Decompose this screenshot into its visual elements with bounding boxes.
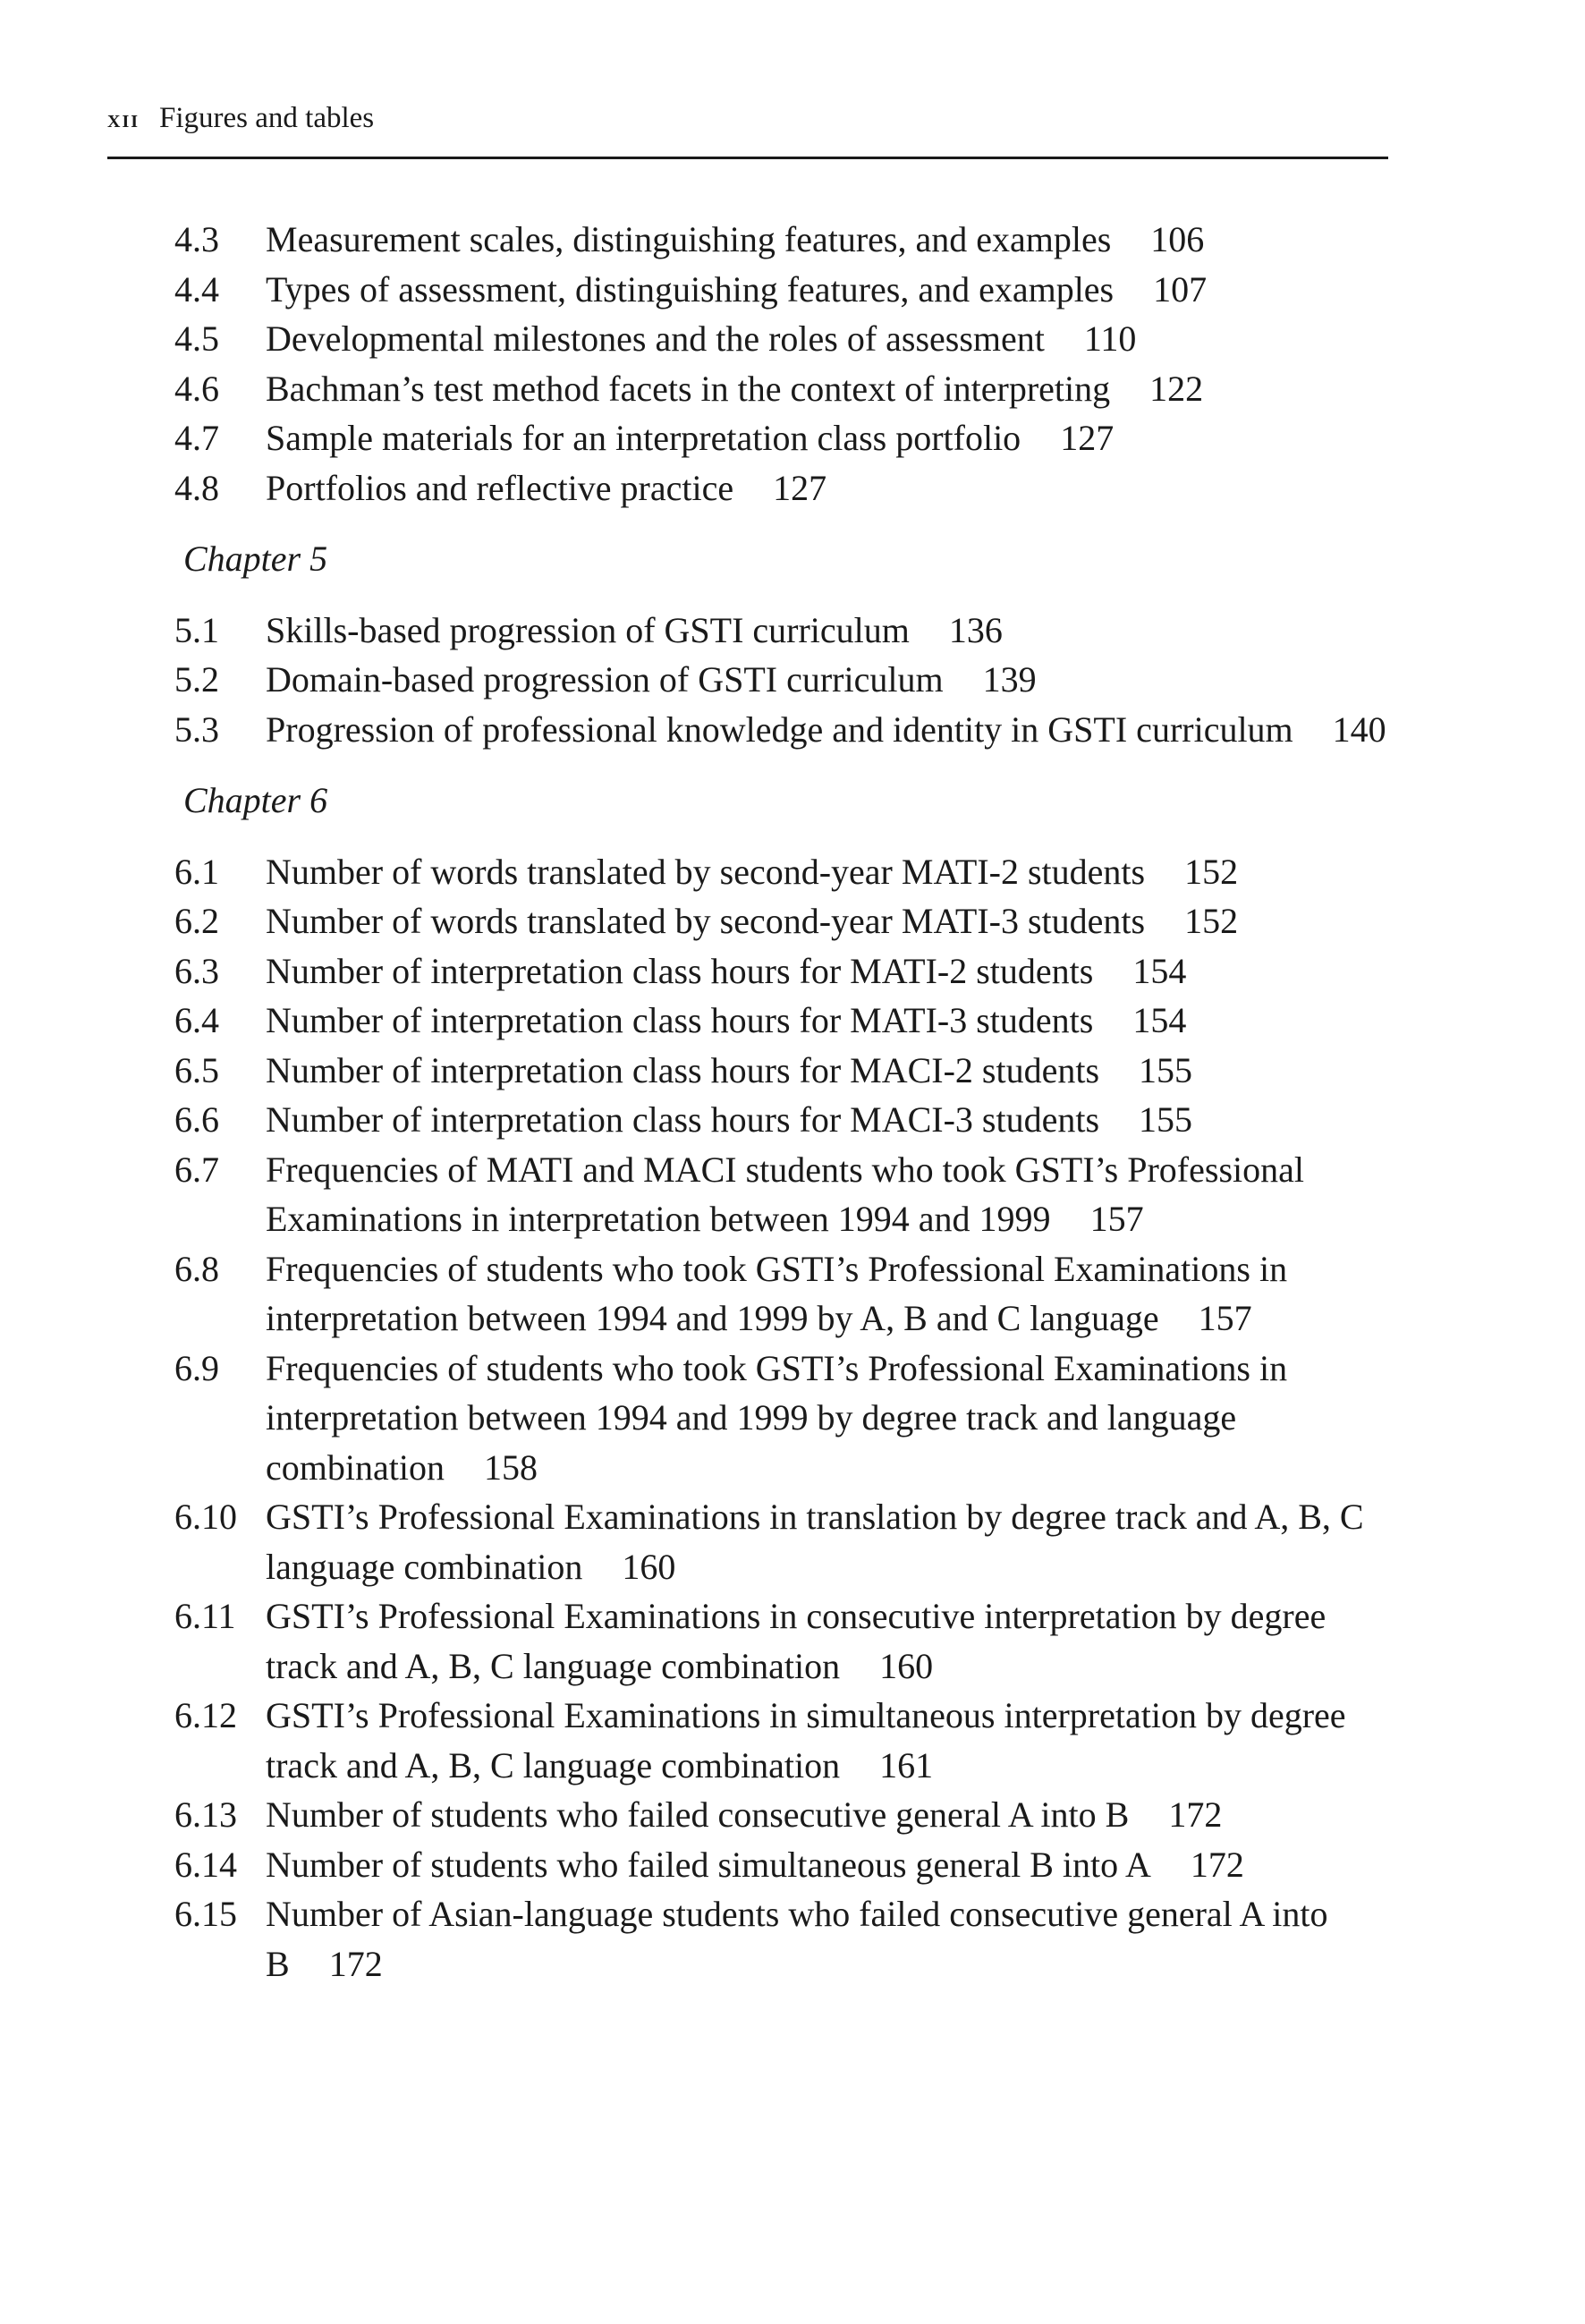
- entry-number: 4.4: [174, 268, 219, 310]
- entry-number: 6.9: [174, 1347, 219, 1388]
- entry-page-number: 122: [1149, 368, 1204, 409]
- entry-title-block: [266, 1691, 1400, 1790]
- entry-title-block: [266, 606, 1400, 656]
- toc-entry: [174, 364, 1400, 414]
- entry-number: 6.3: [174, 950, 219, 991]
- entry-title: Developmental milestones and the roles of assessment: [266, 318, 1045, 359]
- entry-title: GSTI’s Professional Examinations in consecutive interpretation by degree track and A, B, C language combination: [266, 1596, 1326, 1686]
- entry-number: 6.1: [174, 851, 219, 892]
- entry-number: 4.3: [174, 219, 219, 259]
- entry-page-number: 127: [773, 467, 827, 508]
- entry-title-block: [266, 1591, 1400, 1691]
- toc-entry: [174, 847, 1400, 897]
- entry-number: 6.4: [174, 1000, 219, 1040]
- entry-title: Frequencies of students who took GSTI’s Professional Examinations in interpretation between 1994 and 1999 by degree track and language combination: [266, 1347, 1288, 1488]
- entry-title: Number of words translated by second-year MATI-3 students: [266, 901, 1146, 941]
- table-of-figures: [174, 215, 1400, 1989]
- entry-page-number: 161: [879, 1744, 934, 1785]
- entry-page-number: 172: [328, 1943, 383, 1984]
- entry-title-block: [266, 1889, 1400, 1989]
- entry-page-number: 172: [1168, 1794, 1223, 1835]
- toc-entry: [174, 1591, 1400, 1691]
- entry-page-number: 140: [1332, 708, 1386, 750]
- entry-number: 5.2: [174, 659, 219, 700]
- entry-number: 4.7: [174, 418, 219, 458]
- toc-entry: [174, 896, 1400, 946]
- entry-number: 6.5: [174, 1049, 219, 1090]
- entry-title-block: [266, 1244, 1400, 1344]
- entry-title-block: [266, 1344, 1400, 1493]
- toc-entry: [174, 1095, 1400, 1145]
- entry-title: Frequencies of students who took GSTI’s Professional Examinations in interpretation between 1994 and 1999 by A, B and C language: [266, 1248, 1288, 1338]
- entry-title: GSTI’s Professional Examinations in translation by degree track and A, B, C language combination: [266, 1497, 1364, 1587]
- entry-page-number: 160: [879, 1645, 934, 1686]
- entry-title: Portfolios and reflective practice: [266, 467, 734, 508]
- entry-title: Measurement scales, distinguishing features, and examples: [266, 219, 1112, 259]
- entry-title: Progression of professional knowledge and identity in GSTI curriculum: [266, 708, 1293, 750]
- entry-page-number: 110: [1083, 318, 1137, 359]
- entry-title-block: [266, 1790, 1400, 1840]
- entry-page-number: 172: [1190, 1844, 1244, 1885]
- entry-page-number: 154: [1132, 950, 1187, 991]
- entry-page-number: 127: [1060, 418, 1115, 458]
- chapter5-list: [174, 606, 1400, 755]
- chapter6-list: [174, 847, 1400, 1989]
- header-title: Figures and tables: [159, 102, 375, 134]
- entry-title-block: [266, 314, 1400, 364]
- entry-number: 6.6: [174, 1099, 219, 1140]
- entry-title-block: [266, 1145, 1400, 1244]
- entry-title: Number of words translated by second-year MATI-2 students: [266, 851, 1146, 892]
- entry-number: 6.8: [174, 1248, 219, 1289]
- entry-title-block: [266, 1046, 1400, 1096]
- entry-title-block: [266, 896, 1400, 946]
- page-folio: xii: [107, 106, 140, 133]
- toc-entry: [174, 1344, 1400, 1493]
- entry-title: Bachman’s test method facets in the context of interpreting: [266, 368, 1111, 409]
- entry-page-number: 154: [1132, 1000, 1187, 1040]
- chapter4-continued-list: [174, 215, 1400, 513]
- entry-title: Number of interpretation class hours for MATI-2 students: [266, 950, 1094, 991]
- entry-title: Number of interpretation class hours for MACI-3 students: [266, 1099, 1100, 1140]
- entry-title-block: [266, 215, 1400, 265]
- entry-number: 6.15: [174, 1894, 237, 1934]
- entry-number: 5.1: [174, 609, 219, 650]
- toc-entry: [174, 413, 1400, 463]
- entry-page-number: 155: [1139, 1049, 1193, 1090]
- entry-title: Domain-based progression of GSTI curriculum: [266, 659, 944, 700]
- entry-title-block: [266, 1492, 1400, 1591]
- entry-title-block: [266, 996, 1400, 1046]
- entry-page-number: 160: [622, 1546, 676, 1587]
- entry-page-number: 152: [1184, 901, 1239, 941]
- entry-number: 4.8: [174, 467, 219, 508]
- entry-page-number: 139: [982, 659, 1037, 700]
- chapter6-heading: Chapter 6: [183, 780, 328, 820]
- entry-title-block: [266, 463, 1400, 513]
- entry-number: 4.6: [174, 368, 219, 409]
- entry-title: Number of interpretation class hours for MATI-3 students: [266, 1000, 1094, 1040]
- entry-title: Sample materials for an interpretation class portfolio: [266, 418, 1021, 458]
- entry-number: 6.7: [174, 1149, 219, 1190]
- toc-entry: [174, 655, 1400, 705]
- toc-entry: [174, 946, 1400, 997]
- toc-entry: [174, 606, 1400, 656]
- entry-number: 5.3: [174, 708, 219, 750]
- toc-entry: [174, 1840, 1400, 1890]
- entry-page-number: 136: [948, 609, 1003, 650]
- entry-title: Number of interpretation class hours for MACI-2 students: [266, 1049, 1100, 1090]
- entry-title-block: [266, 847, 1400, 897]
- entry-title: Types of assessment, distinguishing features, and examples: [266, 268, 1115, 310]
- entry-title: Number of students who failed simultaneous general B into A: [266, 1844, 1151, 1885]
- entry-title-block: [266, 655, 1400, 705]
- toc-entry: [174, 996, 1400, 1046]
- toc-entry: [174, 1145, 1400, 1244]
- entry-number: 6.11: [174, 1596, 236, 1636]
- entry-number: 6.12: [174, 1695, 237, 1735]
- entry-title: Skills-based progression of GSTI curriculum: [266, 609, 910, 650]
- toc-entry: [174, 1492, 1400, 1591]
- entry-page-number: 157: [1198, 1298, 1252, 1338]
- entry-title-block: [266, 946, 1400, 997]
- entry-page-number: 106: [1150, 219, 1205, 259]
- entry-number: 6.13: [174, 1794, 237, 1835]
- toc-entry: [174, 314, 1400, 364]
- entry-title-block: [266, 705, 1400, 755]
- toc-entry: [174, 705, 1400, 755]
- entry-page-number: 158: [483, 1446, 538, 1488]
- toc-entry: [174, 1790, 1400, 1840]
- entry-title-block: [266, 364, 1400, 414]
- entry-title-block: [266, 413, 1400, 463]
- chapter5-heading: Chapter 5: [183, 539, 328, 579]
- entry-page-number: 152: [1184, 851, 1239, 892]
- header-rule: [107, 157, 1388, 159]
- entry-title: Number of Asian-language students who failed consecutive general A into B: [266, 1894, 1328, 1984]
- entry-number: 6.2: [174, 901, 219, 941]
- entry-page-number: 155: [1139, 1099, 1193, 1140]
- running-header: [107, 100, 1388, 138]
- toc-entry: [174, 1244, 1400, 1344]
- toc-entry: [174, 1046, 1400, 1096]
- entry-title: Frequencies of MATI and MACI students who took GSTI’s Professional Examinations in interpretation between 1994 and 1999: [266, 1149, 1304, 1239]
- entry-title-block: [266, 1095, 1400, 1145]
- entry-title: GSTI’s Professional Examinations in simultaneous interpretation by degree track and A, B, C language combination: [266, 1695, 1346, 1785]
- entry-title-block: [266, 1840, 1400, 1890]
- toc-entry: [174, 463, 1400, 513]
- entry-number: 6.10: [174, 1497, 237, 1537]
- entry-title-block: [266, 265, 1400, 315]
- toc-entry: [174, 1889, 1400, 1989]
- toc-entry: [174, 265, 1400, 315]
- toc-entry: [174, 215, 1400, 265]
- entry-number: 6.14: [174, 1844, 237, 1885]
- entry-page-number: 157: [1089, 1199, 1144, 1239]
- entry-number: 4.5: [174, 318, 219, 359]
- entry-title: Number of students who failed consecutive general A into B: [266, 1794, 1130, 1835]
- toc-entry: [174, 1691, 1400, 1790]
- entry-page-number: 107: [1153, 268, 1208, 310]
